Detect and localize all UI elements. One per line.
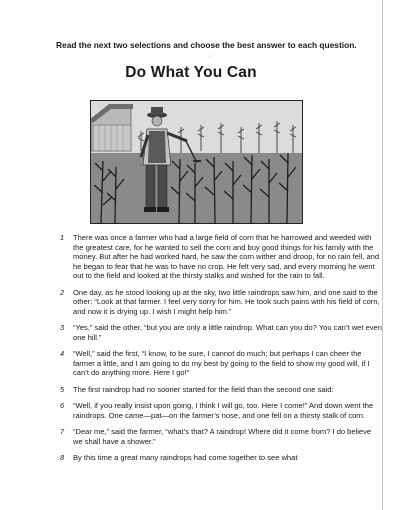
paragraph-number: 8: [60, 453, 65, 462]
paragraph: [56, 288, 382, 317]
paragraph-number: 5: [60, 384, 65, 394]
passage-body: [56, 233, 382, 470]
paragraph: [56, 427, 382, 446]
paragraph-text: One day, as he stood looking up at the sky, two little raindrops saw him, and one said to the other: “Look at that farmer. I feel very sorry for him. He took such pains with his field of corn, and now it is drying up. I wish I might help him.”: [73, 287, 380, 316]
instructions: Read the next two selections and choose the best answer to each question.: [56, 40, 357, 50]
paragraph-text: There was once a farmer who had a large field of corn that he harrowed and weeded with the greatest care, for he wanted to sell the corn and buy good things for his family with the money. But after he had worked hard, he saw the corn wither and droop, for no rain fell, and he began to fear that he was to have no crop. He felt very sad, and every morning he went out to the field and looked at the thirsty stalks and wished for the rain to fall.: [73, 233, 380, 280]
page-edge-line: [382, 0, 383, 510]
paragraph: [56, 349, 382, 378]
paragraph-number: 3: [60, 323, 65, 332]
paragraph: [56, 323, 382, 342]
paragraph: [56, 385, 382, 395]
paragraph-text: “Well,” said the first, “I know, to be sure, I cannot do much; but perhaps I can cheer the farmer a little, and I am going to do my best by going to the field to show my good will, if I can’t do anything more. Here I go!”: [73, 349, 370, 377]
passage-title: Do What You Can: [125, 64, 257, 81]
paragraph-text: By this time a great many raindrops had come together to see what: [73, 453, 298, 462]
paragraph: [56, 453, 382, 463]
paragraph-text: The first raindrop had no sooner started for the field than the second one said:: [73, 384, 334, 394]
paragraph-text: “Dear me,” said the farmer, “what’s that? A raindrop! Where did it come from? I do believe we shall have a shower.”: [73, 427, 372, 446]
paragraph-text: “Yes,” said the other, “but you are only a little raindrop. What can you do? You can’t wet even one hill.”: [73, 323, 382, 342]
paragraph: [56, 233, 382, 281]
paragraph-number: 7: [60, 427, 65, 436]
paragraph-number: 4: [60, 349, 65, 358]
paragraph-text: “Well, if you really insist upon going, I think I will go, too. Here I come!” And down went the raindrops. One came—pat—on the farmer’s nose, and one fell on a thirsty stalk of corn.: [73, 401, 374, 420]
farmer-cornfield-illustration: [90, 100, 303, 224]
paragraph-number: 2: [60, 287, 65, 297]
paragraph: [56, 401, 382, 420]
paragraph-number: 1: [60, 233, 65, 242]
stray-dot: ·: [209, 53, 212, 60]
paragraph-number: 6: [60, 401, 65, 410]
